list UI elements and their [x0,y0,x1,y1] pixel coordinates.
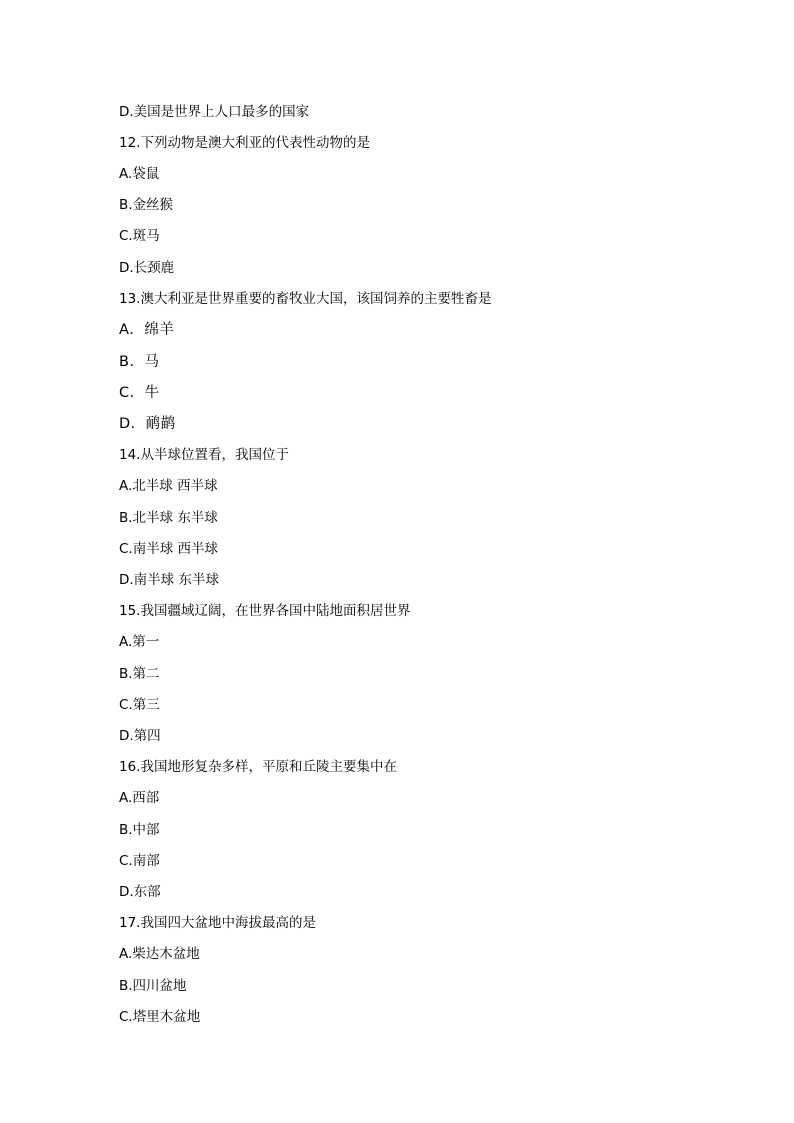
option-b-q15: B.第二 [119,666,160,682]
option-c-q12: C.斑马 [119,228,160,244]
question-16: 16.我国地形复杂多样，平原和丘陵主要集中在 [119,759,397,775]
question-14: 14.从半球位置看，我国位于 [119,447,289,463]
option-d-q16: D.东部 [119,884,161,900]
option-c-q15: C.第三 [119,697,160,713]
option-c-q14: C.南半球 西半球 [119,541,219,557]
option-b-q17: B.四川盆地 [119,978,187,994]
option-d-q11: D.美国是世界上人口最多的国家 [119,104,310,120]
option-c-q13: C．牛 [119,385,160,401]
option-a-q14: A.北半球 西半球 [119,478,218,494]
option-d-q12: D.长颈鹿 [119,260,175,276]
option-d-q15: D.第四 [119,728,161,744]
option-b-q16: B.中部 [119,822,160,838]
option-a-q17: A.柴达木盆地 [119,946,200,962]
option-a-q16: A.西部 [119,790,160,806]
question-17: 17.我国四大盆地中海拔最高的是 [119,915,316,931]
option-b-q12: B.金丝猴 [119,197,174,213]
option-a-q12: A.袋鼠 [119,166,160,182]
option-d-q13: D．鸸鹋 [119,416,176,432]
question-13: 13.澳大利亚是世界重要的畜牧业大国，该国饲养的主要牲畜是 [119,291,492,307]
option-a-q15: A.第一 [119,634,160,650]
question-12: 12.下列动物是澳大利亚的代表性动物的是 [119,135,370,151]
option-a-q13: A．绵羊 [119,322,175,338]
option-b-q14: B.北半球 东半球 [119,510,218,526]
option-d-q14: D.南半球 东半球 [119,572,219,588]
option-c-q17: C.塔里木盆地 [119,1009,201,1025]
question-15: 15.我国疆域辽阔，在世界各国中陆地面积居世界 [119,603,411,619]
option-c-q16: C.南部 [119,853,160,869]
option-b-q13: B．马 [119,354,160,370]
